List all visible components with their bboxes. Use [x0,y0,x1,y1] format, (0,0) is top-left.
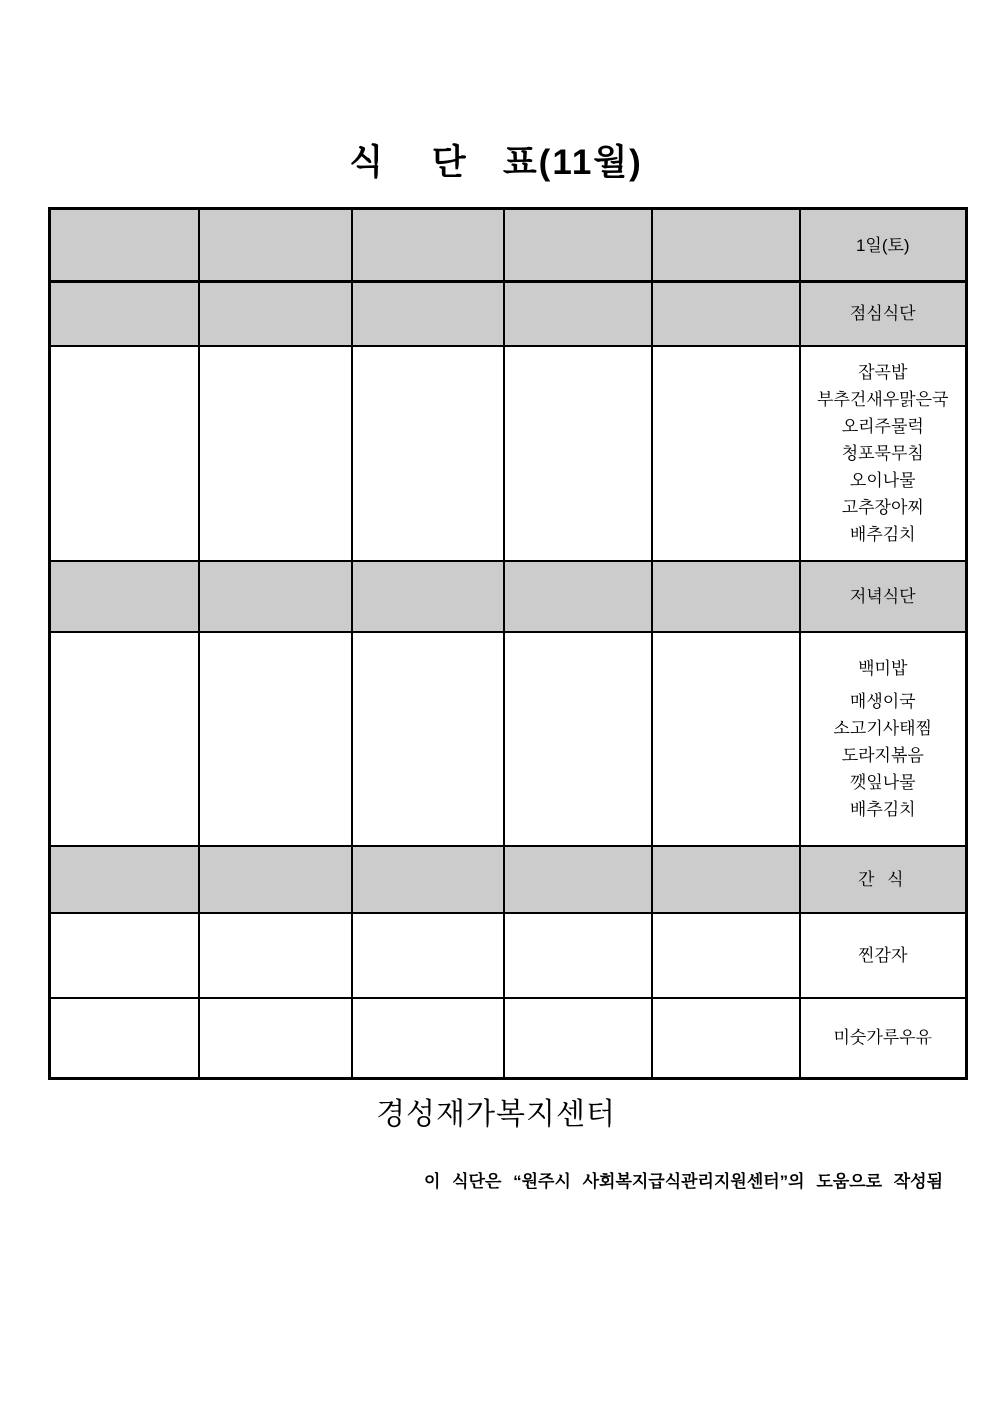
meal-plan-table [48,207,968,1080]
empty-cell [50,846,199,913]
empty-cell [50,913,199,998]
dinner-menu-cell [800,632,967,846]
empty-cell [352,998,504,1079]
menu-item: 청포묵무침 [841,443,924,463]
empty-cell [199,561,352,632]
empty-cell [504,346,652,561]
menu-item: 깻잎나물 [849,772,916,792]
empty-cell [504,209,652,282]
empty-cell [652,998,800,1079]
empty-cell [652,282,800,346]
empty-cell [504,846,652,913]
menu-item: 잡곡밥 [858,362,908,382]
dinner-header-cell: 저녁식단 [800,561,967,632]
footnote: 이 식단은 “원주시 사회복지급식관리지원센터”의 도움으로 작성됨 [423,1172,943,1191]
empty-cell [50,561,199,632]
empty-cell [199,632,352,846]
menu-item: 매생이국 [849,691,916,711]
empty-cell [504,913,652,998]
menu-item: 오리주물럭 [841,416,924,436]
empty-cell [199,282,352,346]
empty-cell [50,209,199,282]
empty-cell [352,209,504,282]
empty-cell [652,209,800,282]
lunch-menu-cell [800,346,967,561]
table-row-dinner-header [50,561,967,632]
table-row-lunch-menu [50,346,967,561]
snack-item-cell: 찐감자 [800,913,967,998]
menu-item: 배추김치 [849,799,916,819]
snack-header-cell: 간 식 [800,846,967,913]
empty-cell [652,846,800,913]
table-row-lunch-header [50,282,967,346]
empty-cell [652,346,800,561]
page-title: 식 단 표(11월) [349,143,643,182]
menu-item: 배추김치 [849,524,916,544]
empty-cell [50,998,199,1079]
empty-cell [50,632,199,846]
menu-item: 오이나물 [849,470,916,490]
empty-cell [199,998,352,1079]
empty-cell [504,998,652,1079]
empty-cell [199,913,352,998]
table-row-snack-1 [50,913,967,998]
empty-cell [199,846,352,913]
lunch-header-cell: 점심식단 [800,282,967,346]
empty-cell [199,209,352,282]
table-row-snack-2 [50,998,967,1079]
empty-cell [199,346,352,561]
empty-cell [652,913,800,998]
empty-cell [352,913,504,998]
menu-item: 부추건새우맑은국 [817,389,949,409]
empty-cell [352,561,504,632]
table-row-day [50,209,967,282]
empty-cell [50,346,199,561]
empty-cell [352,346,504,561]
menu-item: 고추장아찌 [841,497,924,517]
empty-cell [652,561,800,632]
menu-item: 도라지볶음 [841,745,924,765]
table-row-dinner-menu [50,632,967,846]
empty-cell [652,632,800,846]
table-row-snack-header [50,846,967,913]
empty-cell [352,632,504,846]
organization-name: 경성재가복지센터 [376,1098,616,1131]
empty-cell [504,561,652,632]
menu-item: 소고기사태찜 [833,718,933,738]
menu-item: 백미밥 [858,658,908,678]
empty-cell [50,282,199,346]
snack-item-cell: 미숫가루우유 [800,998,967,1079]
day-header-cell: 1일(토) [800,209,967,282]
empty-cell [504,632,652,846]
empty-cell [504,282,652,346]
empty-cell [352,282,504,346]
empty-cell [352,846,504,913]
